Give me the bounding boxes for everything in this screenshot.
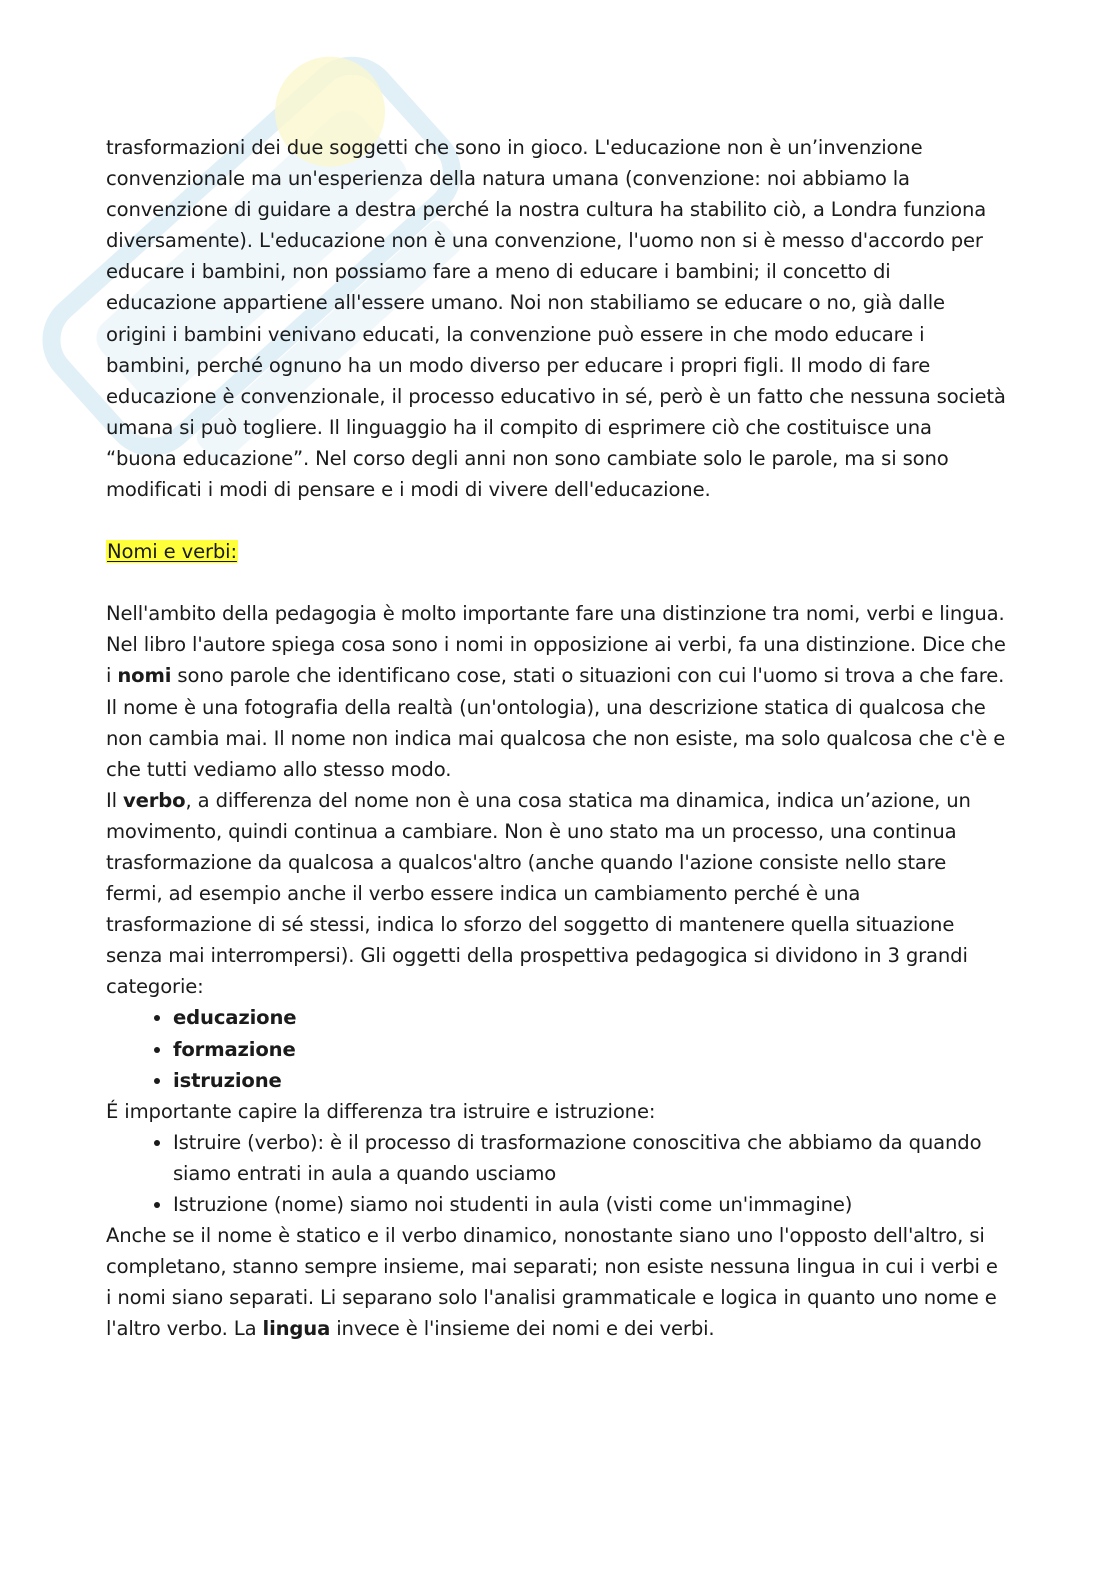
verbo-term: verbo bbox=[123, 788, 186, 812]
list-item: • formazione bbox=[173, 1034, 1006, 1065]
list-item: • Istruzione (nome) siamo noi studenti in aula (visti come un'immagine) bbox=[173, 1189, 1006, 1220]
list-item: • educazione bbox=[173, 1002, 1006, 1033]
difference-intro: É importante capire la differenza tra istruire e istruzione: bbox=[106, 1099, 656, 1123]
verbo-text-a: Il bbox=[106, 788, 124, 812]
spacer bbox=[106, 567, 1006, 598]
section-heading-line bbox=[106, 536, 1006, 567]
section-heading: Nomi e verbi: bbox=[107, 540, 237, 564]
document-page bbox=[106, 132, 1006, 1344]
intro-paragraph: trasformazioni dei due soggetti che sono in gioco. L'educazione non è un’invenzione convenzionale ma un'esperienza della natura umana (convenzione: noi abbiamo la convenzione di guidare a destra perché la nostra cultura ha stabilito ciò, a Londra funziona diversamente). L'educazione non è una convenzione, l'uomo non si è messo d'accordo per educare i bambini, non possiamo fare a meno di educare i bambini; il concetto di educazione appartiene all'essere umano. Noi non stabiliamo se educare o no, già dalle origini i bambini venivano educati, la convenzione può essere in che modo educare i bambini, perché ognuno ha un modo diverso per educare i propri figli. Il modo di fare educazione è convenzionale, il processo educativo in sé, però è un fatto che nessuna società umana si può togliere. Il linguaggio ha il compito di esprimere ciò che costituisce una “buona educazione”. Nel corso degli anni non sono cambiate solo le parole, ma si sono modificati i modi di pensare e i modi di vivere dell'educazione. bbox=[106, 136, 1006, 502]
categories-list bbox=[106, 1002, 1006, 1095]
spacer bbox=[106, 505, 1006, 536]
definitions-list bbox=[106, 1127, 1006, 1220]
nomi-term: nomi bbox=[117, 664, 172, 688]
nomi-text-a: Nell'ambito della pedagogia è molto importante fare una distinzione tra nomi, verbi e lingua. Nel libro l'autore spiega cosa sono i nomi in opposizione ai verbi, fa una distinzione. Dice che i bbox=[106, 602, 1006, 688]
nomi-text-b: sono parole che identificano cose, stati o situazioni con cui l'uomo si trova a che fare. Il nome è una fotografia della realtà (un'ontologia), una descrizione statica di qualcosa che non cambia mai. Il nome non indica mai qualcosa che non esiste, ma solo qualcosa che c'è e che tutti vediamo allo stesso modo. bbox=[106, 664, 1006, 781]
nomi-paragraph bbox=[106, 598, 1006, 785]
lingua-term: lingua bbox=[262, 1317, 331, 1341]
list-item: • istruzione bbox=[173, 1065, 1006, 1096]
verbo-text-b: , a differenza del nome non è una cosa statica ma dinamica, indica un’azione, un movimento, quindi continua a cambiare. Non è uno stato ma un processo, una continua trasformazione da qualcosa a qualcos'altro (anche quando l'azione consiste nello stare fermi, ad esempio anche il verbo essere indica un cambiamento perché è una trasformazione di sé stessi, indica lo sforzo del soggetto di mantenere quella situazione senza mai interrompersi). Gli oggetti della prospettiva pedagogica si dividono in 3 grandi categorie: bbox=[106, 788, 971, 999]
lingua-text-b: invece è l'insieme dei nomi e dei verbi. bbox=[330, 1317, 715, 1341]
list-item: • Istruire (verbo): è il processo di trasformazione conoscitiva che abbiamo da quando siamo entrati in aula a quando usciamo bbox=[173, 1127, 1006, 1189]
lingua-text-a: Anche se il nome è statico e il verbo dinamico, nonostante siano uno l'opposto dell'altro, si completano, stanno sempre insieme, mai separati; non esiste nessuna lingua in cui i verbi e i nomi siano separati. Li separano solo l'analisi grammaticale e logica in quanto uno nome e l'altro verbo. La bbox=[106, 1224, 998, 1341]
lingua-paragraph bbox=[106, 1220, 1006, 1344]
verbo-paragraph bbox=[106, 785, 1006, 1003]
